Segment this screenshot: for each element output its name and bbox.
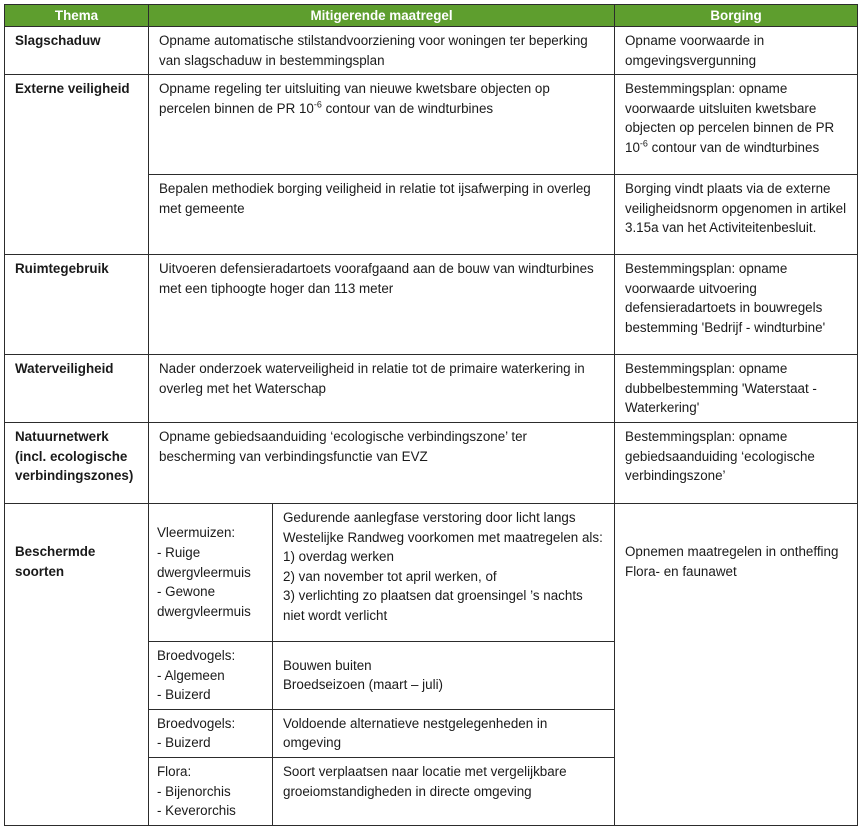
soort-broedvogels-1-line: - Buizerd bbox=[157, 687, 211, 703]
borging-externe-1 bbox=[615, 75, 858, 175]
thema-waterveiligheid: Waterveiligheid bbox=[5, 355, 149, 423]
maatregel-broedvogels-1-line: Bouwen buiten bbox=[283, 657, 372, 673]
thema-natuurnetwerk: Natuurnetwerk (incl. ecologische verbindingszones) bbox=[5, 422, 149, 503]
maatregel-ruimtegebruik: Uitvoeren defensieradartoets voorafgaand aan de bouw van windturbines met een tiphoogte hoger dan 113 meter bbox=[149, 255, 615, 355]
maatregel-externe-1 bbox=[149, 75, 615, 175]
maatregel-broedvogels-2 bbox=[273, 709, 615, 757]
table-row bbox=[5, 75, 858, 175]
borging-externe-2: Borging vindt plaats via de externe veiligheidsnorm opgenomen in artikel 3.15a van het Activiteitenbesluit. bbox=[615, 175, 858, 255]
borging-slagschaduw: Opname voorwaarde in omgevingsvergunning bbox=[615, 27, 858, 75]
borging-externe-1-tail: contour van de windturbines bbox=[647, 139, 820, 155]
thema-slagschaduw: Slagschaduw bbox=[5, 27, 149, 75]
maatregel-vleermuizen bbox=[273, 503, 615, 641]
soort-broedvogels-2-line: Broedvogels: bbox=[157, 715, 236, 731]
table-row bbox=[5, 503, 858, 641]
maatregel-flora bbox=[273, 757, 615, 825]
thema-ruimtegebruik: Ruimtegebruik bbox=[5, 255, 149, 355]
header-borging: Borging bbox=[615, 5, 858, 27]
maatregel-vleermuizen-line: 1) overdag werken bbox=[283, 549, 394, 565]
borging-soorten-line: Flora- en faunawet bbox=[625, 563, 737, 579]
maatregel-broedvogels-2-line: Voldoende alternatieve nestgelegenheden in omgeving bbox=[283, 715, 548, 751]
maatregel-externe-1-text: Opname regeling ter uitsluiting van nieuwe kwetsbare objecten op percelen binnen de PR 10 bbox=[159, 81, 550, 116]
borging-natuurnetwerk: Bestemmingsplan: opname gebiedsaanduiding ‘ecologische verbindingszone’ bbox=[615, 422, 858, 503]
soort-vleermuizen bbox=[149, 503, 273, 641]
maatregel-flora-line: Soort verplaatsen naar locatie met vergelijkbare groeiomstandigheden in directe omgeving bbox=[283, 763, 567, 799]
maatregel-broedvogels-1-line: Broedseizoen (maart – juli) bbox=[283, 677, 444, 693]
table-header-row bbox=[5, 5, 858, 27]
borging-externe-1-text: Bestemmingsplan: opname voorwaarde uitsluiten kwetsbare objecten op percelen binnen de PR 10 bbox=[625, 81, 835, 155]
soort-vleermuizen-line: - Ruige dwergvleermuis bbox=[157, 545, 251, 580]
maatregel-externe-2: Bepalen methodiek borging veiligheid in relatie tot ijsafwerping in overleg met gemeente bbox=[149, 175, 615, 255]
soort-vleermuizen-line: - Gewone dwergvleermuis bbox=[157, 584, 251, 619]
soort-flora bbox=[149, 757, 273, 825]
soort-vleermuizen-line: Vleermuizen: bbox=[157, 525, 236, 541]
soort-broedvogels-2 bbox=[149, 709, 273, 757]
borging-waterveiligheid: Bestemmingsplan: opname dubbelbestemming 'Waterstaat - Waterkering' bbox=[615, 355, 858, 423]
soort-broedvogels-2-line: - Buizerd bbox=[157, 735, 211, 751]
mitigation-table bbox=[4, 4, 858, 826]
borging-beschermde-soorten bbox=[615, 503, 858, 825]
borging-soorten-line: Opnemen maatregelen in ontheffing bbox=[625, 543, 839, 559]
maatregel-vleermuizen-line: 3) verlichting zo plaatsen dat groensingel ’s nachts niet wordt verlicht bbox=[283, 588, 583, 623]
soort-broedvogels-1-line: - Algemeen bbox=[157, 667, 225, 683]
soort-flora-line: - Keverorchis bbox=[157, 803, 236, 819]
header-thema: Thema bbox=[5, 5, 149, 27]
maatregel-vleermuizen-line: 2) van november tot april werken, of bbox=[283, 568, 497, 584]
thema-externe-veiligheid: Externe veiligheid bbox=[5, 75, 149, 255]
maatregel-externe-1-tail: contour van de windturbines bbox=[321, 100, 494, 116]
maatregel-externe-1-sup: -6 bbox=[313, 99, 322, 110]
table-row bbox=[5, 255, 858, 355]
soort-broedvogels-1-line: Broedvogels: bbox=[157, 647, 236, 663]
soort-flora-line: - Bijenorchis bbox=[157, 783, 231, 799]
table-row bbox=[5, 422, 858, 503]
soort-flora-line: Flora: bbox=[157, 763, 192, 779]
maatregel-slagschaduw: Opname automatische stilstandvoorziening voor woningen ter beperking van slagschaduw in bestemmingsplan bbox=[149, 27, 615, 75]
borging-ruimtegebruik: Bestemmingsplan: opname voorwaarde uitvoering defensieradartoets in bouwregels bestemming 'Bedrijf - windturbine' bbox=[615, 255, 858, 355]
maatregel-vleermuizen-line: Gedurende aanlegfase verstoring door licht langs Westelijke Randweg voorkomen met maatregelen als: bbox=[283, 509, 603, 545]
maatregel-broedvogels-1 bbox=[273, 641, 615, 709]
maatregel-natuurnetwerk: Opname gebiedsaanduiding ‘ecologische verbindingszone’ ter bescherming van verbindingsfunctie van EVZ bbox=[149, 422, 615, 503]
soort-broedvogels-1 bbox=[149, 641, 273, 709]
table-row bbox=[5, 27, 858, 75]
maatregel-waterveiligheid: Nader onderzoek waterveiligheid in relatie tot de primaire waterkering in overleg met het Waterschap bbox=[149, 355, 615, 423]
borging-externe-1-sup: -6 bbox=[639, 138, 648, 149]
header-maatregel: Mitigerende maatregel bbox=[149, 5, 615, 27]
table-row bbox=[5, 355, 858, 423]
thema-beschermde-soorten: Beschermde soorten bbox=[5, 503, 149, 825]
